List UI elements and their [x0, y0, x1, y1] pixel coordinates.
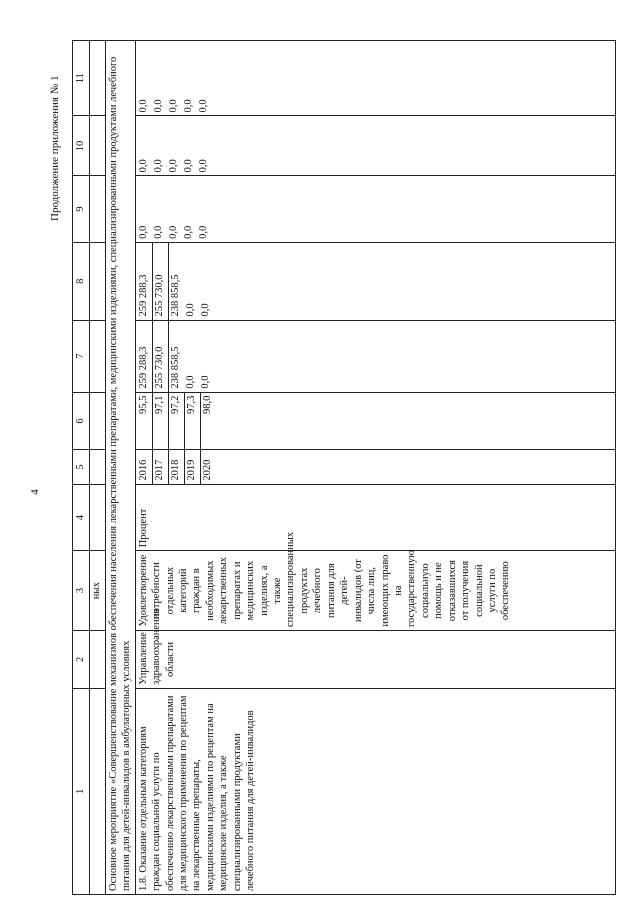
measure-row — [135, 41, 615, 895]
year-value: 2017 — [152, 450, 168, 483]
measure-executor: Управление здравоохранения области — [135, 631, 615, 689]
col8-value: 0,0 — [199, 303, 211, 317]
col7-value: 0,0 — [184, 375, 196, 389]
measure-unit: Процент — [135, 484, 615, 551]
col-header-1: 1 — [73, 688, 90, 894]
col-header-6: 6 — [73, 392, 90, 450]
year-value: 2018 — [168, 450, 184, 483]
col7-value: 0,0 — [199, 375, 211, 389]
measures-table — [72, 40, 616, 895]
col9-value: 0,0 — [167, 225, 179, 239]
col-header-2: 2 — [73, 631, 90, 689]
appendix-label: Продолжение приложения № 1 — [49, 75, 61, 221]
col11-value: 0,0 — [137, 99, 149, 113]
col7-cell — [135, 320, 615, 392]
target-value: 95,5 — [137, 395, 149, 414]
col-header-5: 5 — [73, 450, 90, 484]
col-header-10: 10 — [73, 116, 90, 176]
target-value: 98,0 — [200, 393, 216, 450]
header-row — [73, 41, 90, 895]
col10-value: 0,0 — [137, 159, 149, 173]
col-header-3: 3 — [73, 551, 90, 631]
col8-value: 259 288,3 — [137, 274, 149, 317]
carry-text: ных — [90, 551, 106, 631]
years-cell — [135, 450, 615, 484]
section-row — [105, 41, 135, 895]
col11-cell — [135, 41, 615, 117]
col9-cell — [135, 176, 615, 243]
measure-indicator: Удовлетворение потребности отдельных категорий граждан в необходимых лекарственных препаратах и медицинских изделиях, а также специализированных продуктах лечебного питания для детей-инвалидов (от числа лиц, имеющих право на государственную социальную помощь и не отказавшихся от получения социальной услуги по обеспечению — [135, 551, 615, 631]
year-value: 2019 — [184, 450, 200, 483]
measure-name: 1.8. Оказание отдельным категориям граждан социальной услуги по обеспечению лекарственными препаратами для медицинского применения по рецептам на лекарственные препараты, медицинскими изделиями по рецептам на медицинские изделия, а также специализированными продуктами лечебного питания для детей-инвалидов — [135, 688, 615, 894]
col8-value: 255 730,0 — [152, 243, 168, 320]
col-header-8: 8 — [73, 242, 90, 320]
col10-value: 0,0 — [182, 159, 194, 173]
col9-value: 0,0 — [182, 225, 194, 239]
col8-cell — [135, 242, 615, 320]
col8-value: 0,0 — [184, 303, 196, 317]
section-title: Основное мероприятие «Совершенствование механизмов обеспечения населения лекарственными препаратами, медицинскими изделиями, специализированными продуктами лечебного питания для детей-инвалидов в амбулаторных условиях — [105, 41, 135, 895]
target-value: 97,3 — [184, 393, 200, 450]
col10-value: 0,0 — [167, 159, 179, 173]
col11-value: 0,0 — [167, 99, 179, 113]
col9-value: 0,0 — [197, 225, 209, 239]
year-value: 2016 — [137, 459, 149, 481]
col8-value: 238 858,5 — [168, 243, 184, 320]
col11-value: 0,0 — [182, 99, 194, 113]
page-number: 4 — [28, 489, 41, 495]
target-cell — [135, 392, 615, 450]
rotated-sheet — [72, 40, 637, 895]
target-value: 97,1 — [152, 393, 168, 450]
target-value: 97,2 — [168, 393, 184, 450]
col7-value: 238 858,5 — [168, 321, 184, 392]
col7-value: 255 730,0 — [152, 321, 168, 392]
col-header-4: 4 — [73, 484, 90, 551]
year-value: 2020 — [200, 450, 216, 483]
carry-row — [90, 41, 106, 895]
col10-value: 0,0 — [197, 159, 209, 173]
col11-value: 0,0 — [197, 99, 209, 113]
col7-value: 259 288,3 — [137, 346, 149, 389]
col9-value: 0,0 — [152, 225, 164, 239]
col9-value: 0,0 — [137, 225, 149, 239]
col-header-9: 9 — [73, 176, 90, 243]
col-header-7: 7 — [73, 320, 90, 392]
col-header-11: 11 — [73, 41, 90, 117]
col10-cell — [135, 116, 615, 176]
col11-value: 0,0 — [152, 99, 164, 113]
col10-value: 0,0 — [152, 159, 164, 173]
